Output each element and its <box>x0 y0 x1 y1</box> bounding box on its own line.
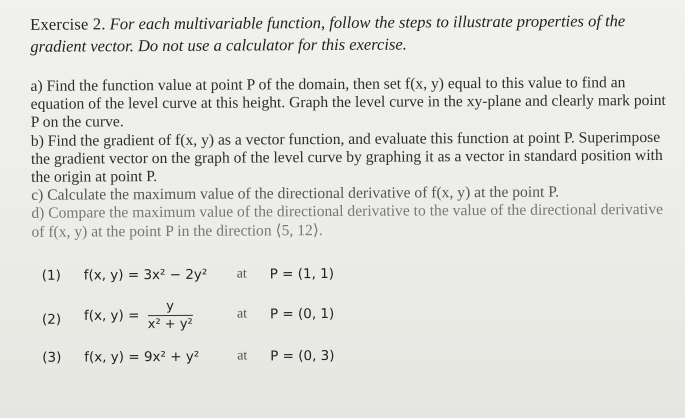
function-lhs: f(x, y) = <box>83 267 140 284</box>
at-label: at <box>237 348 248 364</box>
at-label: at <box>236 306 248 322</box>
fraction <box>148 299 193 332</box>
point-value: P = (1, 1) <box>269 265 335 283</box>
part-b: b) Find the gradient of f(x, y) as a vector function, and evaluate this function at point P. Superimpose the gradient vector on the graph of the level curve by graphing it as a vector in standard position with the origin at point P. <box>30 128 663 186</box>
exercise-heading <box>30 10 675 58</box>
function-lhs: f(x, y) = <box>83 307 140 324</box>
function-rhs: 9x² + y² <box>143 348 200 366</box>
part-d: d) Compare the maximum value of the directional derivative to the value of the directional derivative of f(x, y) at the point P in the direction ⟨5, 12⟩. <box>31 201 664 241</box>
at-label: at <box>236 266 247 282</box>
exercise-parts <box>30 74 671 242</box>
problem-list <box>41 265 402 366</box>
exercise-label: Exercise 2. <box>30 14 106 34</box>
function-expression <box>84 299 193 333</box>
function-lhs: f(x, y) = <box>84 349 140 366</box>
function-expression <box>84 267 208 284</box>
exercise-instructions: For each multivariable function, follow the steps to illustrate properties of the gradient vector. Do not use a calculator for this exercise. <box>30 11 626 56</box>
point-value: P = (0, 1) <box>269 305 335 323</box>
part-c: c) Calculate the maximum value of the directional derivative of f(x, y) at the point P. <box>31 183 560 205</box>
fraction-denominator: x² + y² <box>147 316 193 333</box>
part-a: a) Find the function value at point P of the domain, then set f(x, y) equal to this value to find an equation of the level curve at this height. Graph the level curve in the xy-plane and clearly mark point P on the curve. <box>30 74 666 132</box>
function-rhs: 3x² − 2y² <box>143 266 208 284</box>
function-expression <box>84 349 199 366</box>
point-value: P = (0, 3) <box>270 347 335 365</box>
problem-number: (2) <box>41 311 62 328</box>
fraction-numerator: y <box>148 299 193 316</box>
problem-number: (1) <box>41 267 61 284</box>
problem-number: (3) <box>42 349 62 366</box>
